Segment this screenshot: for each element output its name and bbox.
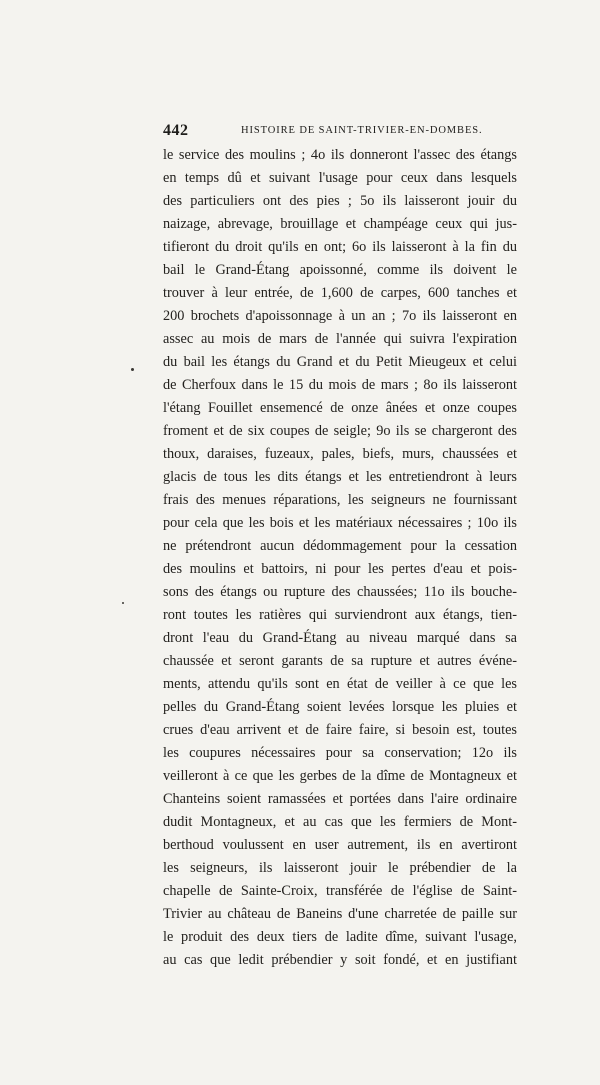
text-line: chapelle de Sainte-Croix, transférée de l'église de Saint- [163, 883, 517, 899]
text-line: trouver à leur entrée, de 1,600 de carpes, 600 tanches et [163, 285, 517, 301]
text-line: de Cherfoux dans le 15 du mois de mars ; 8o ils laisseront [163, 377, 517, 393]
text-line: Chanteins soient ramassées et portées dans l'aire ordinaire [163, 791, 517, 807]
text-line: assec au mois de mars de l'année qui suivra l'expiration [163, 331, 517, 347]
running-head [163, 122, 517, 142]
text-line: sons des étangs ou rupture des chaussées; 11o ils bouche- [163, 584, 517, 600]
running-title: HISTOIRE DE SAINT-TRIVIER-EN-DOMBES. [241, 125, 483, 136]
text-line: ront toutes les ratières qui surviendront aux étangs, tien- [163, 607, 517, 623]
text-line: les seigneurs, ils laisseront jouir le prébendier de la [163, 860, 517, 876]
text-line: froment et de six coupes de seigle; 9o ils se chargeront des [163, 423, 517, 439]
text-line: naizage, abrevage, brouillage et champéage ceux qui jus- [163, 216, 517, 232]
text-line: du bail les étangs du Grand et du Petit Mieugeux et celui [163, 354, 517, 370]
text-line: le produit des deux tiers de ladite dîme, suivant l'usage, [163, 929, 517, 945]
body-text [163, 144, 517, 972]
text-line: pour cela que les bois et les matériaux nécessaires ; 10o ils [163, 515, 517, 531]
text-line: tifieront du droit qu'ils en ont; 6o ils laisseront à la fin du [163, 239, 517, 255]
text-line: chaussée et seront garants de sa rupture et autres événe- [163, 653, 517, 669]
ink-speck [131, 368, 134, 371]
text-line: l'étang Fouillet ensemencé de onze ânées et onze coupes [163, 400, 517, 416]
text-line: bail le Grand-Étang apoissonné, comme ils doivent le [163, 262, 517, 278]
text-line: thoux, daraises, fuzeaux, pales, biefs, murs, chaussées et [163, 446, 517, 462]
text-line: 200 brochets d'apoissonnage à un an ; 7o ils laisseront en [163, 308, 517, 324]
text-line: Trivier au château de Baneins d'une charretée de paille sur [163, 906, 517, 922]
text-line: des moulins et battoirs, ni pour les pertes d'eau et pois- [163, 561, 517, 577]
page-number: 442 [163, 122, 189, 139]
text-line: glacis de tous les dits étangs et les entretiendront à leurs [163, 469, 517, 485]
text-line: au cas que ledit prébendier y soit fondé, et en justifiant [163, 952, 517, 968]
text-line: des particuliers ont des pies ; 5o ils laisseront jouir du [163, 193, 517, 209]
text-line: veilleront à ce que les gerbes de la dîme de Montagneux et [163, 768, 517, 784]
text-line: le service des moulins ; 4o ils donneront l'assec des étangs [163, 147, 517, 163]
text-line: ments, attendu qu'ils sont en état de veiller à ce que les [163, 676, 517, 692]
text-line: dudit Montagneux, et au cas que les fermiers de Mont- [163, 814, 517, 830]
text-line: dront l'eau du Grand-Étang au niveau marqué dans sa [163, 630, 517, 646]
text-line: pelles du Grand-Étang soient levées lorsque les pluies et [163, 699, 517, 715]
text-line: les coupures nécessaires pour sa conservation; 12o ils [163, 745, 517, 761]
text-line: frais des menues réparations, les seigneurs ne fournissant [163, 492, 517, 508]
text-line: crues d'eau arrivent et de faire faire, si besoin est, toutes [163, 722, 517, 738]
text-line: berthoud voulussent en user autrement, ils en avertiront [163, 837, 517, 853]
text-line: ne prétendront aucun dédommagement pour la cessation [163, 538, 517, 554]
ink-speck [122, 602, 124, 604]
text-line: en temps dû et suivant l'usage pour ceux dans lesquels [163, 170, 517, 186]
